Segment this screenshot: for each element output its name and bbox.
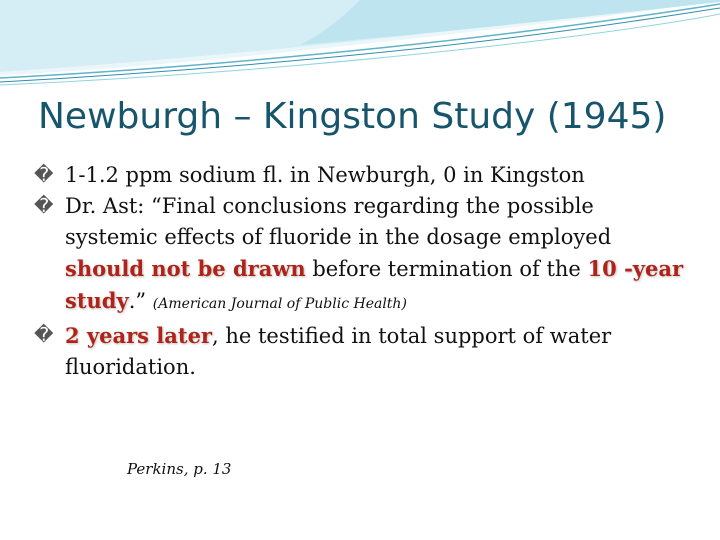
bullet-text: 1-1.2 ppm sodium fl. in Newburgh, 0 in Kingston xyxy=(65,163,585,187)
highlight-2-years-later: 2 years later xyxy=(65,323,212,348)
journal-citation: (American Journal of Public Health) xyxy=(152,296,407,312)
source-citation: Perkins, p. 13 xyxy=(127,460,232,478)
bullet-marker: � xyxy=(34,195,54,217)
bullet-item xyxy=(34,191,684,320)
quote-text: Dr. Ast: “Final conclusions regarding the possible systemic effects of fluoride in the dosage employed xyxy=(65,194,612,249)
highlight-10-year-study: 10 -year study xyxy=(65,256,684,313)
bullet-text: , he testified in total support of water fluoridation. xyxy=(65,324,612,379)
bullet-marker: � xyxy=(34,324,54,346)
highlight-should-not-be-drawn: should not be drawn xyxy=(65,256,306,281)
header-wave-decoration xyxy=(0,0,720,95)
quote-text: before termination of the xyxy=(305,257,588,281)
bullet-item xyxy=(34,160,684,191)
bullet-marker: � xyxy=(34,164,54,186)
bullet-item xyxy=(34,320,684,383)
bullet-list xyxy=(34,160,684,383)
slide-title: Newburgh – Kingston Study (1945) xyxy=(38,96,667,137)
quote-end: .” xyxy=(128,289,153,313)
